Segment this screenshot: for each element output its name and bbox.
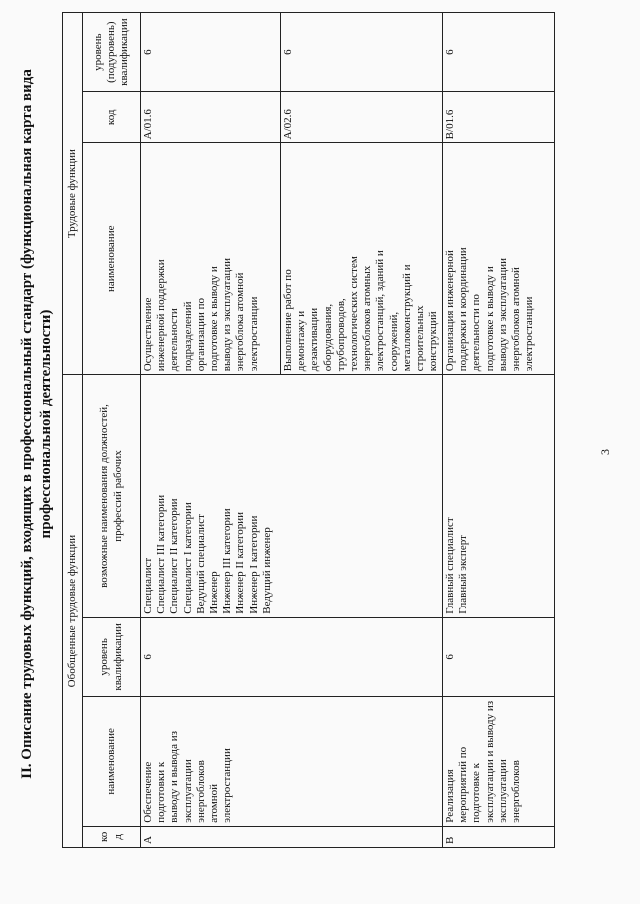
row-code: В [443,826,555,847]
row-level: 6 [141,617,443,696]
function-code: A/02.6 [281,92,443,143]
function-name: Выполнение работ по демонтажу и дезактивации оборудования, трубопроводов, технологических систем энергоблоков атомных электростанций, зданий и сооружений, металлоконструкций и строительных конструкций [281,143,443,375]
header-code: ко д [83,826,141,847]
header-name: наименование [83,696,141,826]
page-number: 3 [598,449,612,455]
function-name: Осуществление инженерной поддержки деятельности подразделений организации по подготовке к выводу и выводу из эксплуатации энергоблока атомной электростанции [141,143,281,375]
header-labor-functions: Трудовые функции [63,13,83,375]
row-name: Реализация мероприятий по подготовке к эксплуатации и выводу из эксплуатации энергоблоков [443,696,555,826]
functional-map-table [62,12,555,848]
function-code: A/01.6 [141,92,281,143]
function-level: 6 [443,13,555,92]
section-title: II. Описание трудовых функций, входящих в профессиональный стандарт (функциональная карта вида профессиональной деятельности) [19,69,54,779]
header-generalized: Обобщенные трудовые функции [63,375,83,848]
function-name: Организация инженерной поддержки и координации деятельности по подготовке к выводу и выводу из эксплуатации энергоблоков атомной электростанции [443,143,555,375]
function-level: 6 [141,13,281,92]
header-level: уровень квалификации [83,617,141,696]
function-code: B/01.6 [443,92,555,143]
row-positions: Специалист Специалист III категории Специалист II категории Специалист I категории Ведущий специалист Инженер Инженер III категории Инженер II категории Инженер I категории Ведущий инженер [141,375,443,618]
table-row [141,13,281,848]
table-row [443,13,555,848]
header-positions: возможные наименования должностей, профессий рабочих [83,375,141,618]
row-level: 6 [443,617,555,696]
header-row-columns [83,13,141,848]
header-row-groups [63,13,83,848]
header-labor-name: наименование [83,143,141,375]
row-positions: Главный специалист Главный эксперт [443,375,555,618]
header-labor-level: уровень (подуровень) квалификации [83,13,141,92]
row-code: А [141,826,443,847]
header-labor-code: код [83,92,141,143]
row-name: Обеспечение подготовки к выводу и вывода из эксплуатации энергоблоков атомной электростанции [141,696,443,826]
function-level: 6 [281,13,443,92]
